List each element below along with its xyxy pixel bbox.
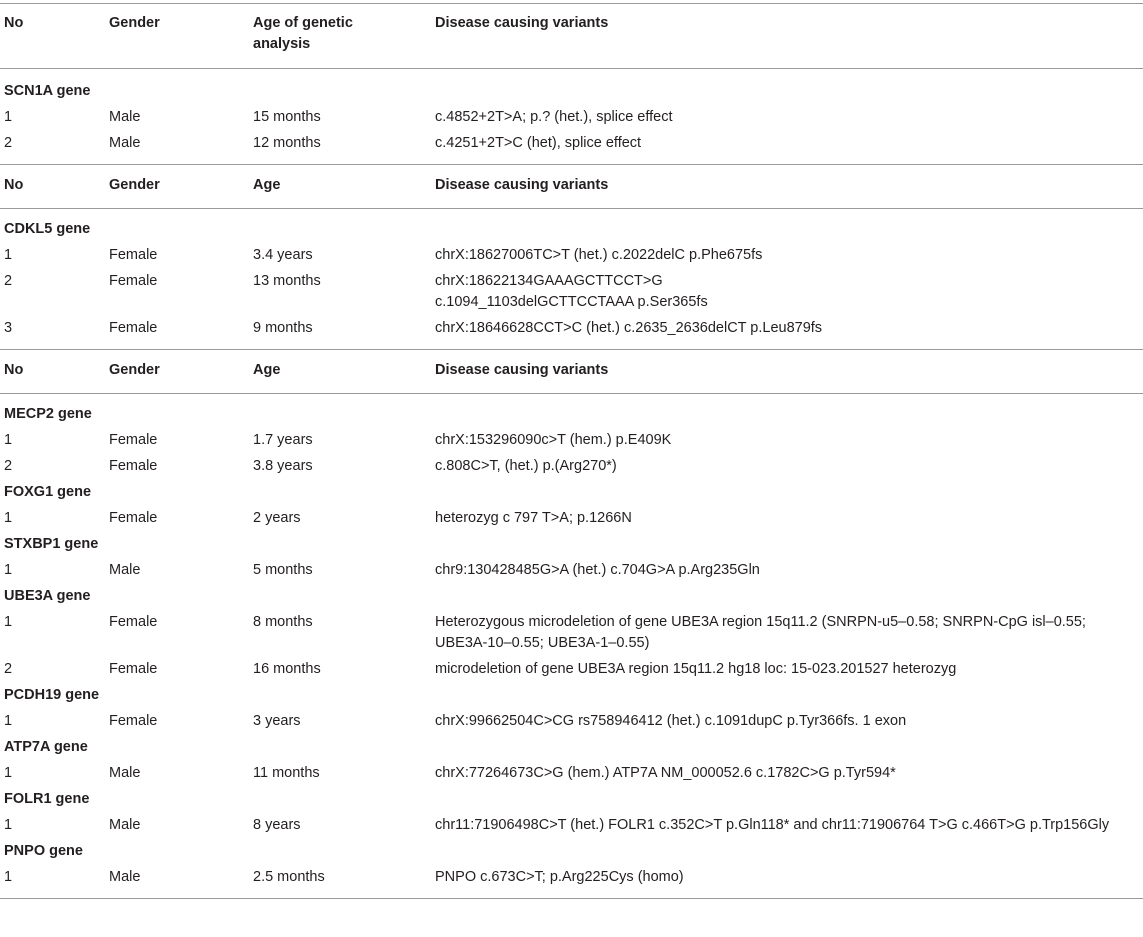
table-header-row [0, 360, 1143, 381]
cell-no: 1 [4, 817, 13, 833]
cell-gender: Female [109, 273, 158, 289]
cell-variant: chrX:153296090c>T (hem.) p.E409K [435, 432, 672, 448]
table-row [0, 659, 1143, 680]
cell-gender: Male [109, 869, 141, 885]
cell-gender: Male [109, 562, 141, 578]
cell-no: 1 [4, 432, 13, 448]
cell-variant: chrX:18627006TC>T (het.) c.2022delC p.Phe675fs [435, 247, 763, 263]
cell-age: 16 months [253, 661, 321, 677]
cell-age: 11 months [253, 765, 320, 781]
cell-no: 1 [4, 510, 13, 526]
cell-gender: Male [109, 109, 141, 125]
table-row [0, 271, 1143, 313]
section-rule [0, 349, 1143, 350]
header-rule [0, 208, 1143, 209]
cell-variant: PNPO c.673C>T; p.Arg225Cys (homo) [435, 869, 684, 885]
cell-variant: chr9:130428485G>A (het.) c.704G>A p.Arg235Gln [435, 562, 760, 578]
header-age: Age of genetic analysis [253, 15, 353, 52]
cell-age: 5 months [253, 562, 313, 578]
table-row [0, 430, 1143, 451]
table-row [0, 318, 1143, 339]
gene-label-folr1: FOLR1 gene [4, 791, 90, 807]
header-variants: Disease causing variants [435, 15, 609, 31]
gene-label-pcdh19: PCDH19 gene [4, 687, 100, 703]
header-age: Age [253, 177, 281, 193]
cell-variant: chrX:77264673C>G (hem.) ATP7A NM_000052.6 c.1782C>G p.Tyr594* [435, 765, 896, 781]
cell-gender: Female [109, 247, 158, 263]
section-rule [0, 164, 1143, 165]
cell-no: 1 [4, 109, 13, 125]
cell-no: 1 [4, 562, 13, 578]
gene-label-stxbp1: STXBP1 gene [4, 536, 99, 552]
header-variants: Disease causing variants [435, 362, 609, 378]
cell-gender: Female [109, 661, 158, 677]
table-row [0, 612, 1143, 654]
cell-age: 8 years [253, 817, 301, 833]
cell-age: 15 months [253, 109, 321, 125]
cell-no: 2 [4, 458, 13, 474]
cell-age: 3.4 years [253, 247, 313, 263]
cell-age: 12 months [253, 135, 321, 151]
header-rule [0, 68, 1143, 69]
genetic-variants-table [0, 3, 1143, 899]
table-row [0, 133, 1143, 154]
cell-no: 1 [4, 869, 13, 885]
table-row [0, 508, 1143, 529]
cell-gender: Female [109, 510, 158, 526]
table-row [0, 456, 1143, 477]
table-row [0, 560, 1143, 581]
header-gender: Gender [109, 177, 160, 193]
gene-label-pnpo: PNPO gene [4, 843, 83, 859]
header-gender: Gender [109, 362, 160, 378]
cell-variant: chr11:71906498C>T (het.) FOLR1 c.352C>T p.Gln118* and chr11:71906764 T>G c.466T>G p.Trp156Gly [435, 817, 1110, 833]
header-no: No [4, 177, 24, 193]
table-row [0, 867, 1143, 888]
gene-label-foxg1: FOXG1 gene [4, 484, 92, 500]
cell-no: 1 [4, 247, 13, 263]
gene-label-cdkl5: CDKL5 gene [4, 221, 91, 237]
table-row [0, 711, 1143, 732]
cell-no: 1 [4, 713, 13, 729]
cell-gender: Female [109, 713, 158, 729]
gene-label-mecp2: MECP2 gene [4, 406, 92, 422]
cell-gender: Female [109, 458, 158, 474]
header-no: No [4, 362, 24, 378]
table-header-row [0, 4, 1143, 55]
header-gender: Gender [109, 15, 160, 31]
cell-gender: Female [109, 320, 158, 336]
header-no: No [4, 15, 24, 31]
table-row [0, 245, 1143, 266]
table-row [0, 815, 1143, 836]
cell-gender: Male [109, 765, 141, 781]
cell-variant: microdeletion of gene UBE3A region 15q11.2 hg18 loc: 15-023.201527 heterozyg [435, 661, 957, 677]
cell-no: 2 [4, 661, 13, 677]
table-row [0, 763, 1143, 784]
cell-gender: Female [109, 432, 158, 448]
table-header-row [0, 175, 1143, 196]
cell-variant: chrX:18646628CCT>C (het.) c.2635_2636delCT p.Leu879fs [435, 320, 823, 336]
cell-age: 2.5 months [253, 869, 325, 885]
cell-variant: chrX:18622134GAAAGCTTCCT>G c.1094_1103delGCTTCCTAAA p.Ser365fs [435, 273, 708, 310]
cell-no: 3 [4, 320, 13, 336]
cell-variant: chrX:99662504C>CG rs758946412 (het.) c.1091dupC p.Tyr366fs. 1 exon [435, 713, 907, 729]
cell-age: 3 years [253, 713, 301, 729]
cell-no: 2 [4, 273, 13, 289]
cell-age: 8 months [253, 614, 313, 630]
header-age: Age [253, 362, 281, 378]
cell-gender: Female [109, 614, 158, 630]
table-bottom-rule [0, 898, 1143, 899]
cell-age: 2 years [253, 510, 301, 526]
cell-age: 9 months [253, 320, 313, 336]
cell-age: 1.7 years [253, 432, 313, 448]
header-rule [0, 393, 1143, 394]
cell-age: 13 months [253, 273, 321, 289]
cell-age: 3.8 years [253, 458, 313, 474]
table-row [0, 107, 1143, 128]
cell-variant: heterozyg c 797 T>A; p.1266N [435, 510, 632, 526]
cell-no: 1 [4, 614, 13, 630]
cell-gender: Male [109, 135, 141, 151]
gene-label-scn1a: SCN1A gene [4, 83, 91, 99]
gene-label-atp7a: ATP7A gene [4, 739, 88, 755]
cell-variant: c.4852+2T>A; p.? (het.), splice effect [435, 109, 673, 125]
cell-variant: c.808C>T, (het.) p.(Arg270*) [435, 458, 617, 474]
cell-variant: Heterozygous microdeletion of gene UBE3A region 15q11.2 (SNRPN-u5–0.58; SNRPN-CpG isl–0.55; UBE3A-10–0.55; UBE3A-1–0.55) [435, 614, 1086, 651]
cell-variant: c.4251+2T>C (het), splice effect [435, 135, 642, 151]
cell-no: 2 [4, 135, 13, 151]
header-variants: Disease causing variants [435, 177, 609, 193]
cell-no: 1 [4, 765, 13, 781]
gene-label-ube3a: UBE3A gene [4, 588, 91, 604]
cell-gender: Male [109, 817, 141, 833]
